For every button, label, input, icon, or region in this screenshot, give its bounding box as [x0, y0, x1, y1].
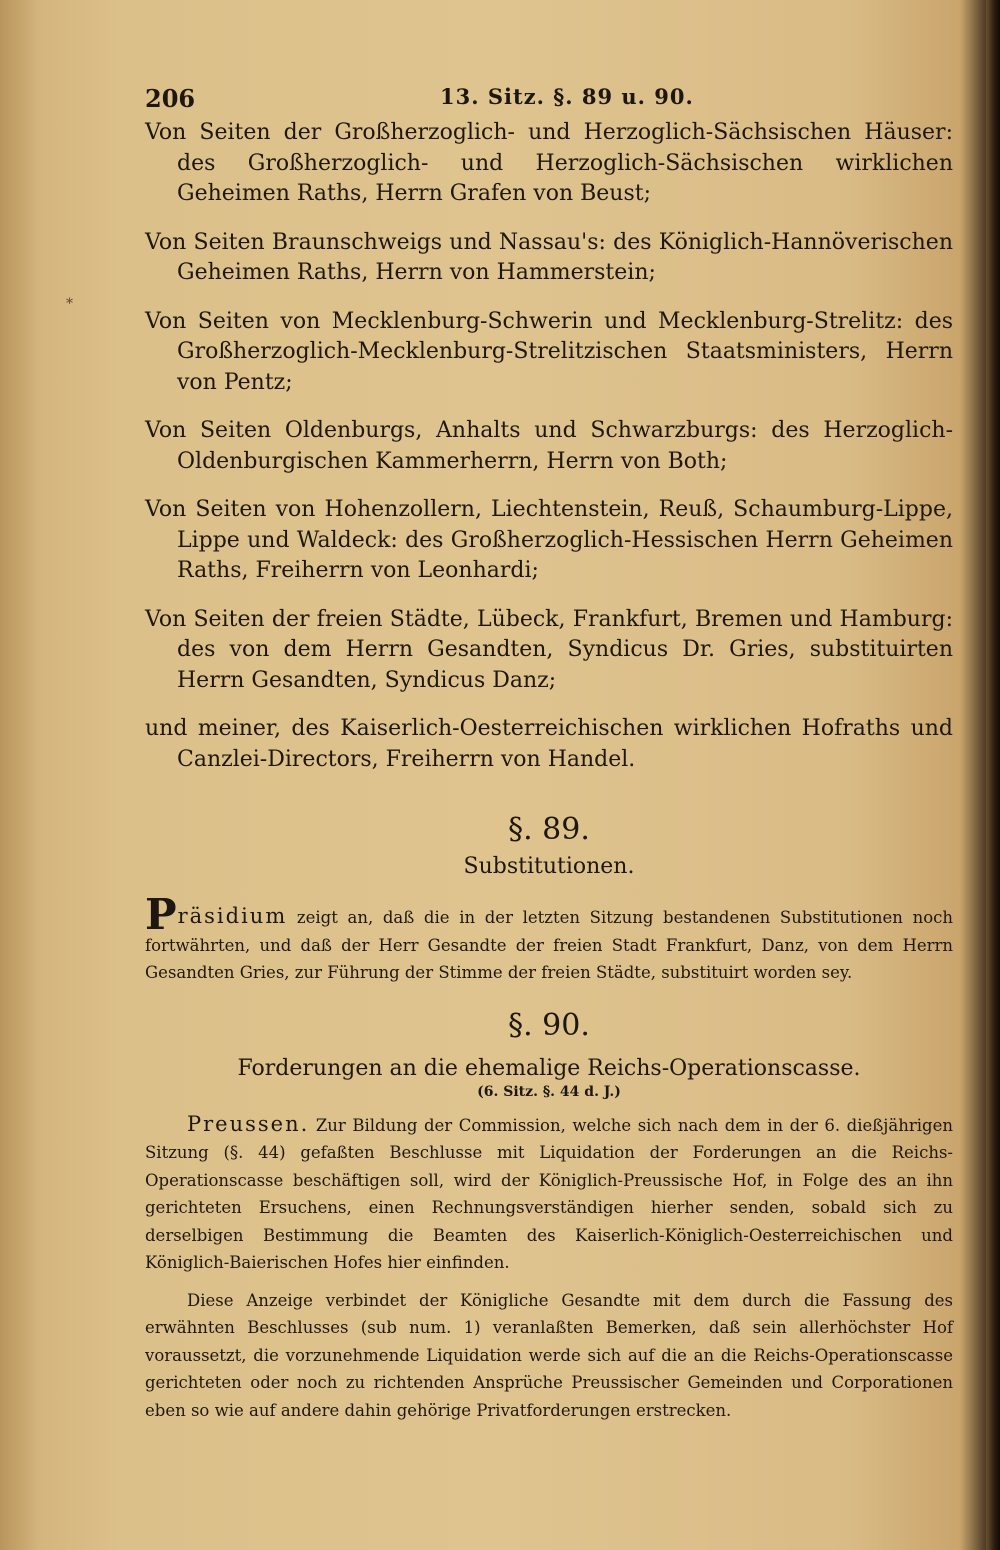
page-header [145, 78, 953, 118]
paragraph-text: zeigt an, daß die in der letzten Sitzung bestandenen Substitutionen noch fortwährten, und daß der Herr Gesandte der freien Stadt Frankfurt, Danz, von dem Herrn Gesandten Gries, zur Führung der Stimme der freien Städte, substituirt worden sey. [145, 908, 953, 982]
lead-word: räsidium [177, 904, 288, 928]
delegation-entry: Von Seiten der freien Städte, Lübeck, Frankfurt, Bremen und Hamburg: des von dem Herrn Gesandten, Syndicus Dr. Gries, substituirten Herrn Gesandten, Syndicus Danz; [145, 606, 953, 693]
lead-word: Preussen. [187, 1111, 310, 1136]
section-heading: §. 90. [508, 1007, 590, 1043]
section-title: Forderungen an die ehemalige Reichs-Operationscasse. [237, 1055, 861, 1081]
page-number: 206 [145, 84, 196, 113]
page-spine-shadow [986, 0, 1000, 1550]
section-title: Substitutionen. [463, 854, 635, 879]
delegation-entry: Von Seiten Oldenburgs, Anhalts und Schwarzburgs: des Herzoglich-Oldenburgischen Kammerherrn, Herrn von Both; [145, 418, 953, 474]
running-head: 13. Sitz. §. 89 u. 90. [440, 84, 694, 109]
delegation-entry: Von Seiten der Großherzoglich- und Herzoglich-Sächsischen Häuser: des Großherzoglich- und Herzoglich-Sächsischen wirklichen Geheimen Raths, Herrn Grafen von Beust; [145, 120, 953, 206]
delegation-list [145, 118, 953, 775]
section-89 [145, 813, 953, 987]
section-heading: §. 89. [508, 812, 590, 847]
delegation-entry: Von Seiten von Mecklenburg-Schwerin und Mecklenburg-Strelitz: des Großherzoglich-Mecklenburg-Strelitzischen Staatsministers, Herrn von Pentz; [145, 308, 953, 395]
delegation-entry: und meiner, des Kaiserlich-Oesterreichischen wirklichen Hofraths und Canzlei-Directors, Freiherrn von Handel. [145, 716, 953, 772]
delegation-entry: Von Seiten Braunschweigs und Nassau's: des Königlich-Hannöverischen Geheimen Raths, Herrn von Hammerstein; [145, 229, 953, 285]
margin-mark: * [66, 296, 73, 312]
section-reference: (6. Sitz. §. 44 d. J.) [477, 1083, 621, 1100]
paragraph-text: Zur Bildung der Commission, welche sich nach dem in der 6. dießjährigen Sitzung (§. 44) gefaßten Beschlusse mit Liquidation der Forderungen an die Reichs-Operationscasse beschäftigen soll, wird der Königlich-Preussische Hof, in Folge des an ihn gerichteten Ersuchens, einen Rechnungsverständigen hierher senden, sobald sich zu derselbigen Bestimmung die Beamten des Kaiserlich-Königlich-Oesterreichischen und Königlich-Baierischen Hofes hier einfinden. [145, 1115, 953, 1272]
section-paragraph [145, 890, 953, 987]
drop-cap: P [145, 890, 177, 939]
section-90 [145, 1009, 953, 1425]
section-paragraph [145, 1111, 953, 1277]
delegation-entry: Von Seiten von Hohenzollern, Liechtenstein, Reuß, Schaumburg-Lippe, Lippe und Waldeck: des Großherzoglich-Hessischen Herrn Geheimen Raths, Freiherrn von Leonhardi; [145, 497, 953, 583]
page-content [145, 78, 953, 1424]
section-paragraph: Diese Anzeige verbindet der Königliche Gesandte mit dem durch die Fassung des erwähnten Beschlusses (sub num. 1) veranlaßten Bemerken, daß sein allerhöchster Hof voraussetzt, die vorzunehmende Liquidation werde sich auf die an die Reichs-Operationscasse gerichteten oder noch zu richtenden Ansprüche Preussischer Gemeinden und Corporationen eben so wie auf andere dahin gehörige Privatforderungen erstrecken. [145, 1290, 953, 1420]
